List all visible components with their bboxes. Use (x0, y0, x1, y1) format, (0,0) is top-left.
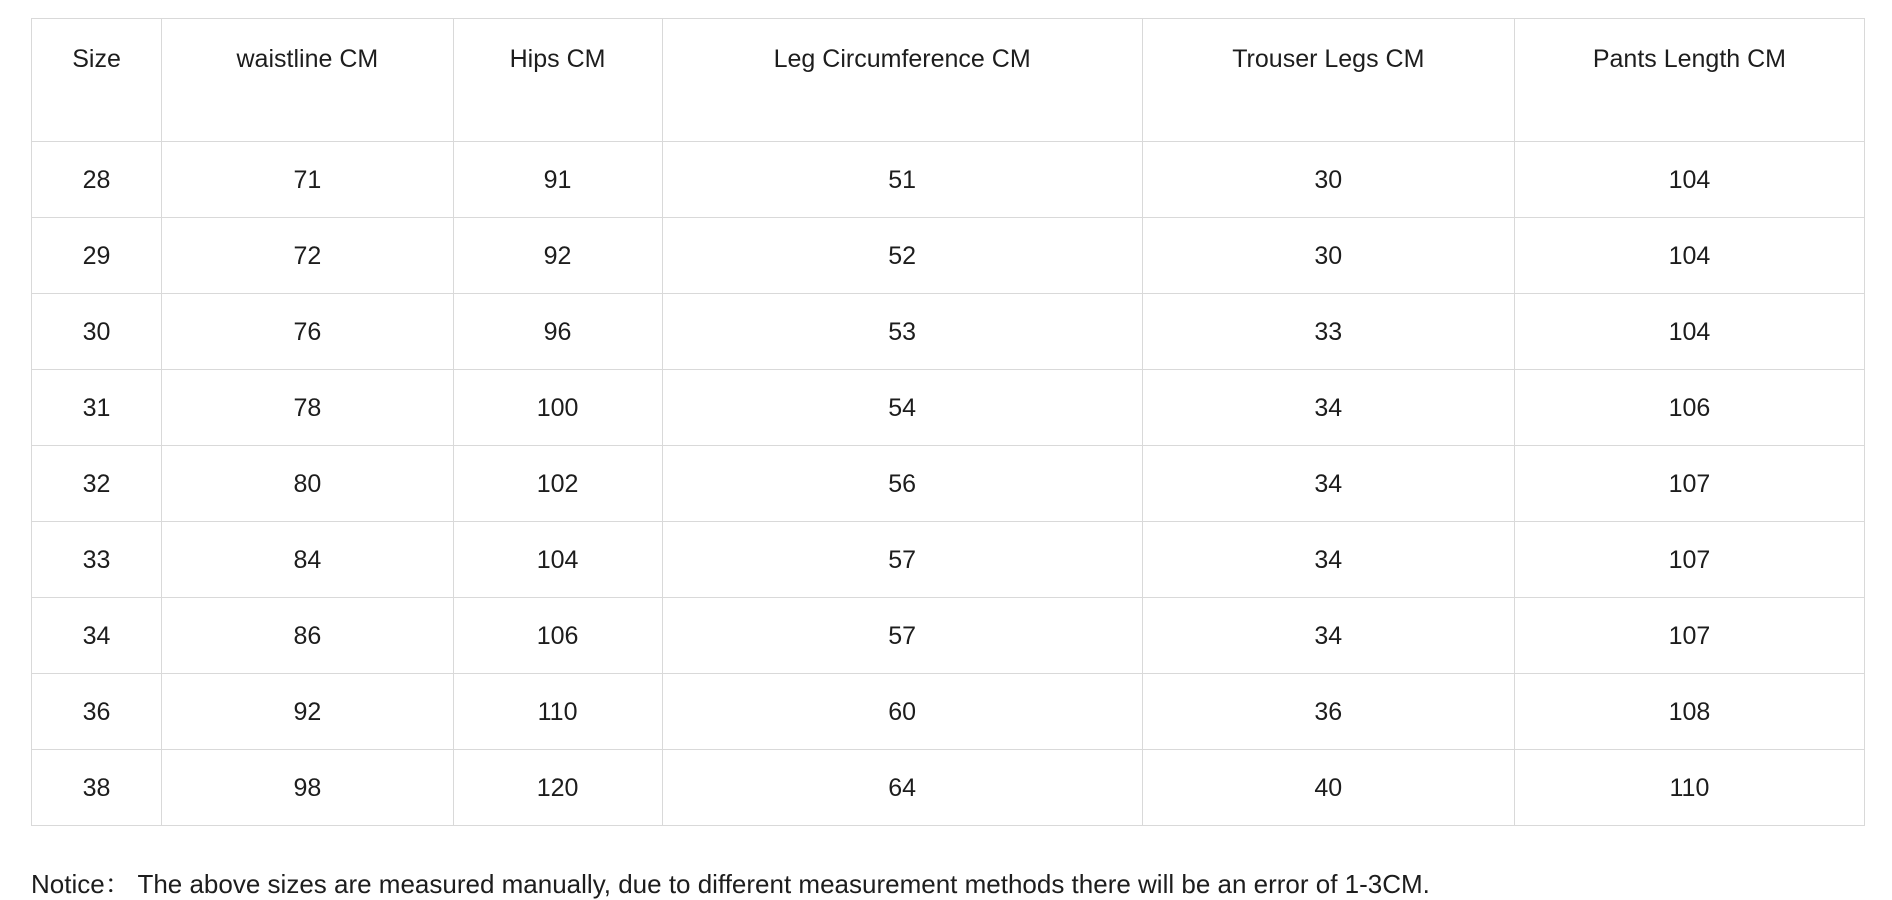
cell-leg-circumference: 57 (662, 522, 1142, 598)
cell-waistline: 78 (162, 370, 453, 446)
cell-pants-length: 108 (1514, 674, 1864, 750)
cell-leg-circumference: 53 (662, 294, 1142, 370)
column-header-trouser-legs: Trouser Legs CM (1142, 19, 1514, 142)
cell-size: 36 (32, 674, 162, 750)
cell-waistline: 80 (162, 446, 453, 522)
cell-leg-circumference: 60 (662, 674, 1142, 750)
cell-waistline: 86 (162, 598, 453, 674)
table-row (32, 598, 1865, 674)
cell-leg-circumference: 52 (662, 218, 1142, 294)
cell-size: 31 (32, 370, 162, 446)
table-row (32, 674, 1865, 750)
cell-trouser-legs: 34 (1142, 598, 1514, 674)
cell-hips: 91 (453, 142, 662, 218)
cell-waistline: 84 (162, 522, 453, 598)
cell-waistline: 72 (162, 218, 453, 294)
cell-size: 33 (32, 522, 162, 598)
table-row (32, 522, 1865, 598)
cell-leg-circumference: 56 (662, 446, 1142, 522)
cell-hips: 110 (453, 674, 662, 750)
cell-hips: 120 (453, 750, 662, 826)
table-row (32, 294, 1865, 370)
cell-size: 29 (32, 218, 162, 294)
cell-pants-length: 110 (1514, 750, 1864, 826)
cell-size: 34 (32, 598, 162, 674)
header-row (32, 19, 1865, 142)
cell-size: 30 (32, 294, 162, 370)
cell-trouser-legs: 36 (1142, 674, 1514, 750)
cell-waistline: 92 (162, 674, 453, 750)
cell-trouser-legs: 33 (1142, 294, 1514, 370)
size-chart-table (31, 18, 1865, 826)
table-row (32, 370, 1865, 446)
cell-leg-circumference: 54 (662, 370, 1142, 446)
column-header-pants-length: Pants Length CM (1514, 19, 1864, 142)
cell-hips: 96 (453, 294, 662, 370)
cell-trouser-legs: 30 (1142, 218, 1514, 294)
cell-trouser-legs: 34 (1142, 370, 1514, 446)
cell-hips: 92 (453, 218, 662, 294)
cell-pants-length: 107 (1514, 446, 1864, 522)
cell-trouser-legs: 34 (1142, 522, 1514, 598)
column-header-waistline: waistline CM (162, 19, 453, 142)
cell-pants-length: 107 (1514, 522, 1864, 598)
cell-trouser-legs: 34 (1142, 446, 1514, 522)
table-row (32, 750, 1865, 826)
cell-waistline: 76 (162, 294, 453, 370)
cell-size: 32 (32, 446, 162, 522)
cell-hips: 100 (453, 370, 662, 446)
cell-hips: 102 (453, 446, 662, 522)
cell-pants-length: 107 (1514, 598, 1864, 674)
cell-pants-length: 104 (1514, 142, 1864, 218)
cell-size: 28 (32, 142, 162, 218)
cell-hips: 106 (453, 598, 662, 674)
cell-leg-circumference: 51 (662, 142, 1142, 218)
cell-trouser-legs: 30 (1142, 142, 1514, 218)
cell-trouser-legs: 40 (1142, 750, 1514, 826)
table-row (32, 446, 1865, 522)
column-header-hips: Hips CM (453, 19, 662, 142)
cell-size: 38 (32, 750, 162, 826)
cell-leg-circumference: 57 (662, 598, 1142, 674)
cell-leg-circumference: 64 (662, 750, 1142, 826)
table-row (32, 218, 1865, 294)
cell-pants-length: 104 (1514, 218, 1864, 294)
cell-pants-length: 106 (1514, 370, 1864, 446)
cell-pants-length: 104 (1514, 294, 1864, 370)
cell-hips: 104 (453, 522, 662, 598)
table-row (32, 142, 1865, 218)
column-header-size: Size (32, 19, 162, 142)
cell-waistline: 98 (162, 750, 453, 826)
column-header-leg-circumference: Leg Circumference CM (662, 19, 1142, 142)
cell-waistline: 71 (162, 142, 453, 218)
notice-text: Notice： The above sizes are measured manually, due to different measurement methods there will be an error of 1-3CM. (31, 869, 1430, 899)
